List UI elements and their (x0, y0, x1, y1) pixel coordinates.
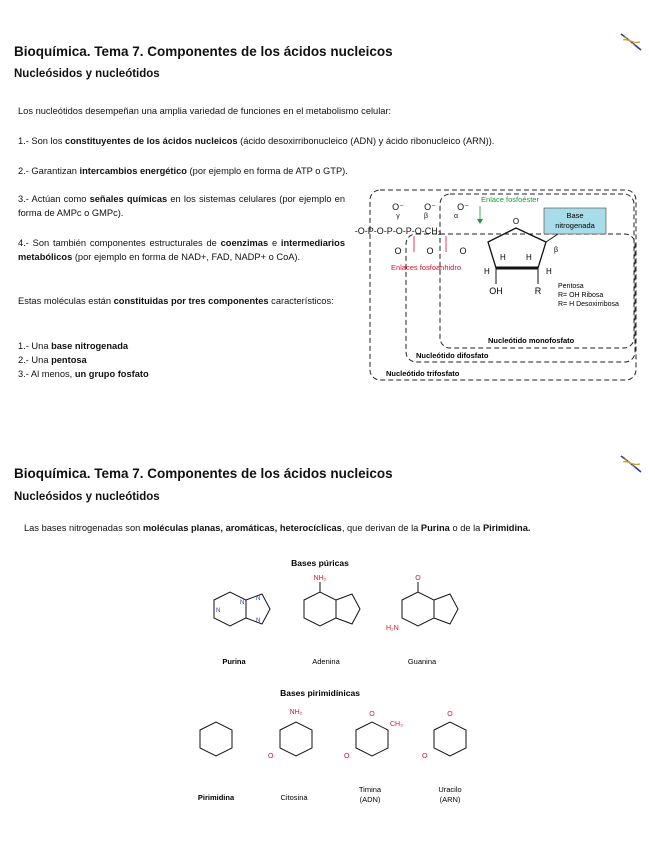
svg-text:NH₂: NH₂ (289, 709, 303, 716)
guanine-structure (402, 582, 458, 626)
greek-beta-glyco: β (554, 247, 559, 254)
greek-gamma: γ (396, 213, 400, 220)
purines-header: Bases púricas (291, 558, 349, 568)
greek-beta: β (423, 213, 429, 220)
point-3: 3.- Actúan como señales químicas en los sistemas celulares (por ejemplo en forma de AMPc o GMPc). (18, 194, 346, 218)
svg-text:H: H (546, 267, 552, 276)
svg-text:H: H (500, 253, 506, 262)
nucleotide-diagram (354, 188, 638, 384)
point-5: Estas moléculas están constituidas por tres componentes característicos: (18, 296, 334, 306)
uracil-structure (434, 722, 466, 756)
purine-label: Purina (222, 657, 246, 666)
uracil-label: Uracilo (438, 785, 462, 794)
monophosphate-label: Nucleótido monofosfato (488, 336, 575, 345)
point-4: 4.- Son también componentes estructurales de coenzimas e intermediarios metabólicos (por ejemplo en forma de NAD+, FAD, NADP+ o CoA). (18, 238, 345, 262)
svg-text:O: O (426, 246, 434, 256)
bases-intro: Las bases nitrogenadas son moléculas planas, aromáticas, heterocíclicas, que derivan de la Purina o de la Pirimidina. (24, 523, 531, 533)
svg-text:CH₃: CH₃ (390, 721, 403, 728)
intro-text: Los nucleótidos desempeñan una amplia variedad de funciones en el metabolismo celular: (18, 106, 392, 116)
adenine-label: Adenina (312, 657, 340, 666)
guanine-label: Guanina (407, 657, 437, 666)
deoxyribose-note: R= H Desoxirribosa (558, 301, 619, 308)
cytosine-label: Citosina (280, 793, 308, 802)
svg-text:H: H (526, 253, 532, 262)
svg-text:N: N (240, 600, 245, 606)
svg-text:-O-P-O-P-O-P-O-CH₂: -O-P-O-P-O-P-O-CH₂ (354, 226, 442, 236)
thymine-structure (356, 722, 388, 756)
slide1-title: Bioquímica. Tema 7. Componentes de los ácidos nucleicos (14, 44, 393, 59)
pyrimidine-label: Pirimidina (197, 793, 235, 802)
svg-text:R: R (534, 286, 542, 296)
list-item: 1.- Una base nitrogenada (18, 341, 129, 351)
svg-text:O⁻: O⁻ (392, 202, 404, 212)
point-1: 1.- Son los constituyentes de los ácidos nucleicos (ácido desoxirribonucleico (ADN) y ácido ribonucleico (ARN)). (18, 136, 495, 146)
svg-text:O: O (268, 753, 274, 760)
phosphoester-label: Enlace fosfoéster (481, 195, 539, 204)
svg-text:O⁻: O⁻ (424, 202, 436, 212)
base-label: Base (566, 211, 584, 220)
svg-text:O: O (344, 753, 350, 760)
svg-text:O⁻: O⁻ (457, 202, 469, 212)
svg-text:H: H (484, 267, 490, 276)
slide2-subtitle: Nucleósidos y nucleótidos (14, 491, 160, 503)
components-list (18, 339, 345, 381)
dna-logo-icon (618, 452, 644, 476)
svg-text:O: O (459, 246, 467, 256)
phosphoanhydride-label: Enlaces fosfoanhidro (390, 263, 462, 272)
thymine-note: (ADN) (359, 795, 381, 804)
cytosine-structure (280, 722, 312, 756)
triphosphate-label: Nucleótido trifosfato (386, 369, 460, 378)
point-2: 2.- Garantizan intercambios energético (por ejemplo en forma de ATP o GTP). (18, 166, 348, 176)
svg-text:O: O (394, 246, 402, 256)
svg-text:O: O (512, 217, 520, 226)
thymine-label: Timina (358, 785, 382, 794)
svg-text:O: O (422, 753, 428, 760)
svg-text:O: O (369, 711, 375, 718)
list-item: 2.- Una pentosa (18, 355, 87, 365)
slide1-subtitle: Nucleósidos y nucleótidos (14, 68, 160, 80)
svg-text:O: O (447, 711, 453, 718)
pyrimidines-header: Bases pirimidínicas (280, 688, 360, 698)
greek-alpha: α (453, 213, 459, 220)
svg-text:nitrogenada: nitrogenada (555, 221, 595, 230)
svg-text:O: O (415, 575, 421, 582)
bases-figure (170, 552, 500, 832)
svg-text:NH₂: NH₂ (313, 575, 327, 582)
ribose-note: R= OH Ribosa (558, 292, 604, 299)
svg-text:N: N (216, 608, 221, 614)
diphosphate-label: Nucleótido difosfato (416, 351, 489, 360)
slide2-title: Bioquímica. Tema 7. Componentes de los ácidos nucleicos (14, 466, 393, 481)
svg-text:H₂N: H₂N (386, 625, 399, 632)
svg-text:N: N (256, 618, 261, 624)
svg-text:OH: OH (489, 286, 503, 296)
adenine-structure (304, 582, 360, 626)
uracil-note: (ARN) (439, 795, 461, 804)
svg-text:N: N (256, 596, 261, 602)
pentose-label: Pentosa (558, 283, 584, 290)
purine-structure (214, 592, 270, 626)
pyrimidine-structure (200, 722, 232, 756)
list-item: 3.- Al menos, un grupo fosfato (18, 369, 149, 379)
dna-logo-icon (618, 30, 644, 54)
